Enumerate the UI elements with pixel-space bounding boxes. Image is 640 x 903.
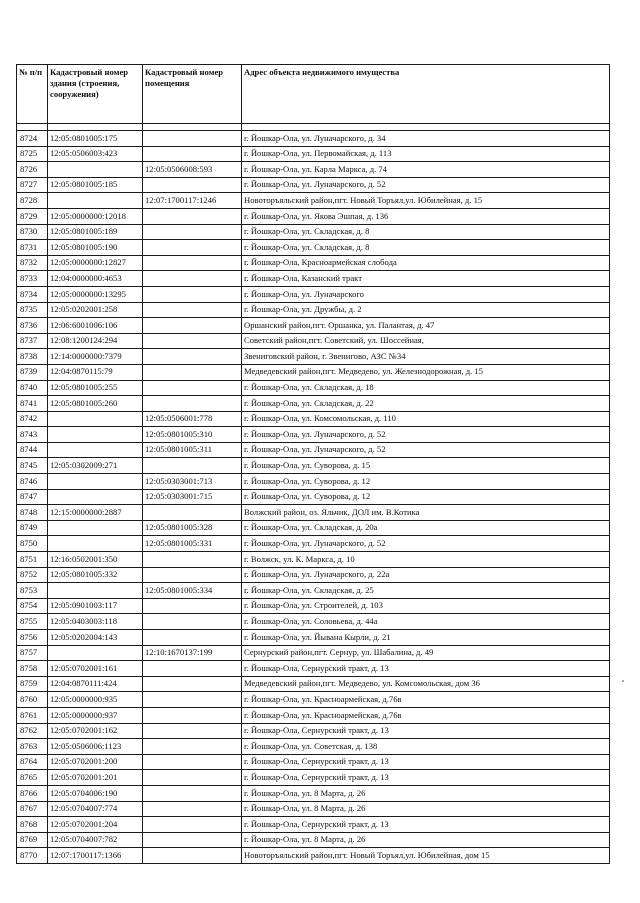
room-cadastral-number-cell	[143, 661, 242, 677]
building-cadastral-number-cell: 12:05:0000000:12827	[48, 255, 143, 271]
row-number-cell: 8766	[17, 785, 48, 801]
row-number-cell: 8745	[17, 458, 48, 474]
table-row	[17, 552, 610, 568]
room-cadastral-number-cell	[143, 255, 242, 271]
room-cadastral-number-cell: 12:05:0801005:328	[143, 520, 242, 536]
room-cadastral-number-cell: 12:05:0506001:778	[143, 411, 242, 427]
scan-speck	[622, 680, 624, 682]
room-cadastral-number-cell	[143, 240, 242, 256]
row-number-cell: 8746	[17, 474, 48, 490]
table-row	[17, 458, 610, 474]
building-cadastral-number-cell: 12:05:0901003:117	[48, 598, 143, 614]
table-row	[17, 567, 610, 583]
header-spacer-row	[17, 124, 610, 131]
row-number-cell: 8751	[17, 552, 48, 568]
address-cell: Волжский район, оз. Яльчик, ДОЛ им. В.Котика	[242, 505, 610, 521]
table-row	[17, 380, 610, 396]
row-number-cell: 8738	[17, 349, 48, 365]
address-cell: Советский район,пгт. Советский, ул. Шоссейная,	[242, 333, 610, 349]
room-cadastral-number-cell	[143, 271, 242, 287]
table-row	[17, 286, 610, 302]
address-cell: г. Йошкар-Ола, Сернурский тракт, д. 13	[242, 661, 610, 677]
table-row	[17, 411, 610, 427]
table-row	[17, 505, 610, 521]
address-cell: Новоторъяльский район,пгт. Новый Торъял,ул. Юбилейная, д. 15	[242, 193, 610, 209]
room-cadastral-number-cell	[143, 349, 242, 365]
row-number-cell: 8740	[17, 380, 48, 396]
table-row	[17, 520, 610, 536]
row-number-cell: 8750	[17, 536, 48, 552]
header-building-cadastral-number: Кадастровый номер здания (строения, сооружения)	[48, 65, 143, 124]
building-cadastral-number-cell	[48, 193, 143, 209]
address-cell: г. Йошкар-Ола, ул. Карла Маркса, д. 74	[242, 162, 610, 178]
row-number-cell: 8739	[17, 364, 48, 380]
table-row	[17, 427, 610, 443]
room-cadastral-number-cell: 12:05:0506008:593	[143, 162, 242, 178]
building-cadastral-number-cell: 12:05:0202004:143	[48, 630, 143, 646]
building-cadastral-number-cell: 12:05:0506003:423	[48, 146, 143, 162]
row-number-cell: 8749	[17, 520, 48, 536]
row-number-cell: 8737	[17, 333, 48, 349]
room-cadastral-number-cell	[143, 692, 242, 708]
building-cadastral-number-cell: 12:05:0704007:774	[48, 801, 143, 817]
row-number-cell: 8769	[17, 832, 48, 848]
table-row	[17, 255, 610, 271]
address-cell: г. Йошкар-Ола, Красноармейская слобода	[242, 255, 610, 271]
address-cell: г. Йошкар-Ола, ул. Складская, д. 22	[242, 396, 610, 412]
table-header	[17, 65, 610, 124]
building-cadastral-number-cell: 12:05:0000000:935	[48, 692, 143, 708]
row-number-cell: 8752	[17, 567, 48, 583]
row-number-cell: 8727	[17, 177, 48, 193]
row-number-cell: 8731	[17, 240, 48, 256]
row-number-cell: 8760	[17, 692, 48, 708]
address-cell: г. Йошкар-Ола, Казанский тракт	[242, 271, 610, 287]
address-cell: г. Йошкар-Ола, ул. Складская, д. 8	[242, 240, 610, 256]
room-cadastral-number-cell: 12:07:1700117:1246	[143, 193, 242, 209]
building-cadastral-number-cell: 12:15:0000000:2887	[48, 505, 143, 521]
building-cadastral-number-cell: 12:05:0801005:255	[48, 380, 143, 396]
building-cadastral-number-cell	[48, 474, 143, 490]
room-cadastral-number-cell	[143, 364, 242, 380]
building-cadastral-number-cell: 12:05:0702001:201	[48, 770, 143, 786]
address-cell: г. Йошкар-Ола, Сернурский тракт, д. 13	[242, 754, 610, 770]
building-cadastral-number-cell: 12:05:0506006:1123	[48, 739, 143, 755]
cadastral-registry-table	[16, 64, 610, 864]
table-row	[17, 661, 610, 677]
table-row	[17, 208, 610, 224]
room-cadastral-number-cell	[143, 458, 242, 474]
table-row	[17, 536, 610, 552]
building-cadastral-number-cell: 12:16:0502001:350	[48, 552, 143, 568]
table-row	[17, 474, 610, 490]
building-cadastral-number-cell: 12:14:0000000:7379	[48, 349, 143, 365]
address-cell: Медведевский район,пгт. Медведево, ул. Железнодорожная, д. 15	[242, 364, 610, 380]
room-cadastral-number-cell: 12:10:1670137:199	[143, 645, 242, 661]
room-cadastral-number-cell: 12:05:0303001:715	[143, 489, 242, 505]
row-number-cell: 8735	[17, 302, 48, 318]
room-cadastral-number-cell	[143, 785, 242, 801]
address-cell: Сернурский район,пгт. Сернур, ул. Шабалина, д. 49	[242, 645, 610, 661]
room-cadastral-number-cell	[143, 131, 242, 147]
header-row-number: № п/п	[17, 65, 48, 124]
row-number-cell: 8758	[17, 661, 48, 677]
row-number-cell: 8747	[17, 489, 48, 505]
row-number-cell: 8724	[17, 131, 48, 147]
table-row	[17, 162, 610, 178]
building-cadastral-number-cell: 12:05:0801005:190	[48, 240, 143, 256]
row-number-cell: 8762	[17, 723, 48, 739]
row-number-cell: 8743	[17, 427, 48, 443]
building-cadastral-number-cell: 12:05:0000000:12018	[48, 208, 143, 224]
building-cadastral-number-cell: 12:04:0870115:79	[48, 364, 143, 380]
row-number-cell: 8767	[17, 801, 48, 817]
building-cadastral-number-cell: 12:05:0702001:200	[48, 754, 143, 770]
room-cadastral-number-cell	[143, 817, 242, 833]
building-cadastral-number-cell: 12:04:0870111:424	[48, 676, 143, 692]
building-cadastral-number-cell: 12:05:0702001:162	[48, 723, 143, 739]
building-cadastral-number-cell	[48, 536, 143, 552]
address-cell: г. Йошкар-Ола, ул. 8 Марта, д. 26	[242, 832, 610, 848]
row-number-cell: 8770	[17, 848, 48, 864]
room-cadastral-number-cell	[143, 380, 242, 396]
table-row	[17, 817, 610, 833]
address-cell: г. Йошкар-Ола, ул. Складская, д. 18	[242, 380, 610, 396]
room-cadastral-number-cell	[143, 552, 242, 568]
room-cadastral-number-cell	[143, 224, 242, 240]
address-cell: г. Йошкар-Ола, ул. Красноармейская, д.76в	[242, 707, 610, 723]
row-number-cell: 8759	[17, 676, 48, 692]
table-row	[17, 801, 610, 817]
table-row	[17, 739, 610, 755]
address-cell: Оршанский район,пгт. Оршанка, ул. Палантая, д. 47	[242, 318, 610, 334]
building-cadastral-number-cell: 12:08:1200124:294	[48, 333, 143, 349]
table-row	[17, 598, 610, 614]
table-row	[17, 271, 610, 287]
table-row	[17, 364, 610, 380]
table-row	[17, 630, 610, 646]
row-number-cell: 8764	[17, 754, 48, 770]
building-cadastral-number-cell: 12:05:0801005:185	[48, 177, 143, 193]
address-cell: г. Йошкар-Ола, ул. Луначарского	[242, 286, 610, 302]
table-row	[17, 583, 610, 599]
address-cell: г. Йошкар-Ола, ул. Йывана Кырли, д. 21	[242, 630, 610, 646]
row-number-cell: 8728	[17, 193, 48, 209]
row-number-cell: 8732	[17, 255, 48, 271]
table-body	[17, 124, 610, 864]
building-cadastral-number-cell: 12:05:0000000:937	[48, 707, 143, 723]
address-cell: г. Йошкар-Ола, ул. 8 Марта, д. 26	[242, 801, 610, 817]
building-cadastral-number-cell: 12:05:0801005:260	[48, 396, 143, 412]
room-cadastral-number-cell	[143, 208, 242, 224]
table-row	[17, 754, 610, 770]
address-cell: г. Йошкар-Ола, Сернурский тракт, д. 13	[242, 817, 610, 833]
address-cell: г. Йошкар-Ола, ул. Комсомольская, д. 110	[242, 411, 610, 427]
room-cadastral-number-cell	[143, 832, 242, 848]
table-row	[17, 177, 610, 193]
header-property-address: Адрес объекта недвижимого имущества	[242, 65, 610, 124]
room-cadastral-number-cell	[143, 302, 242, 318]
address-cell: г. Йошкар-Ола, ул. Луначарского, д. 52	[242, 536, 610, 552]
address-cell: г. Йошкар-Ола, ул. Суворова, д. 12	[242, 474, 610, 490]
table-row	[17, 349, 610, 365]
table-row	[17, 302, 610, 318]
building-cadastral-number-cell: 12:05:0000000:13295	[48, 286, 143, 302]
address-cell: г. Йошкар-Ола, ул. Складская, д. 25	[242, 583, 610, 599]
table-row	[17, 692, 610, 708]
building-cadastral-number-cell: 12:06:6001006:106	[48, 318, 143, 334]
room-cadastral-number-cell	[143, 333, 242, 349]
row-number-cell: 8741	[17, 396, 48, 412]
row-number-cell: 8736	[17, 318, 48, 334]
room-cadastral-number-cell	[143, 318, 242, 334]
room-cadastral-number-cell	[143, 801, 242, 817]
row-number-cell: 8768	[17, 817, 48, 833]
room-cadastral-number-cell: 12:05:0801005:331	[143, 536, 242, 552]
table-row	[17, 832, 610, 848]
address-cell: г. Йошкар-Ола, ул. Суворова, д. 15	[242, 458, 610, 474]
table-row	[17, 489, 610, 505]
building-cadastral-number-cell: 12:05:0704007:782	[48, 832, 143, 848]
row-number-cell: 8755	[17, 614, 48, 630]
row-number-cell: 8734	[17, 286, 48, 302]
address-cell: г. Йошкар-Ола, ул. Строителей, д. 103	[242, 598, 610, 614]
building-cadastral-number-cell: 12:05:0801005:332	[48, 567, 143, 583]
room-cadastral-number-cell	[143, 676, 242, 692]
row-number-cell: 8748	[17, 505, 48, 521]
address-cell: г. Йошкар-Ола, ул. Складская, д. 8	[242, 224, 610, 240]
header-room-cadastral-number: Кадастровый номер помещения	[143, 65, 242, 124]
table-row	[17, 785, 610, 801]
building-cadastral-number-cell	[48, 162, 143, 178]
table-row	[17, 614, 610, 630]
address-cell: г. Йошкар-Ола, ул. Якова Эшпая, д. 136	[242, 208, 610, 224]
building-cadastral-number-cell: 12:05:0801005:189	[48, 224, 143, 240]
row-number-cell: 8744	[17, 442, 48, 458]
building-cadastral-number-cell	[48, 645, 143, 661]
building-cadastral-number-cell: 12:05:0704006:190	[48, 785, 143, 801]
building-cadastral-number-cell	[48, 520, 143, 536]
address-cell: г. Йошкар-Ола, Сернурский тракт, д. 13	[242, 723, 610, 739]
address-cell: г. Йошкар-Ола, ул. Луначарского, д. 22а	[242, 567, 610, 583]
address-cell: г. Йошкар-Ола, ул. Дружбы, д. 2	[242, 302, 610, 318]
room-cadastral-number-cell	[143, 396, 242, 412]
room-cadastral-number-cell	[143, 146, 242, 162]
address-cell: г. Йошкар-Ола, ул. Соловьева, д. 44а	[242, 614, 610, 630]
room-cadastral-number-cell: 12:05:0801005:311	[143, 442, 242, 458]
address-cell: г. Йошкар-Ола, Сернурский тракт, д. 13	[242, 770, 610, 786]
building-cadastral-number-cell	[48, 411, 143, 427]
address-cell: г. Волжск, ул. К. Маркса, д. 10	[242, 552, 610, 568]
address-cell: г. Йошкар-Ола, ул. Луначарского, д. 52	[242, 427, 610, 443]
row-number-cell: 8756	[17, 630, 48, 646]
table-row	[17, 318, 610, 334]
room-cadastral-number-cell	[143, 614, 242, 630]
row-number-cell: 8729	[17, 208, 48, 224]
room-cadastral-number-cell	[143, 848, 242, 864]
room-cadastral-number-cell	[143, 177, 242, 193]
row-number-cell: 8725	[17, 146, 48, 162]
building-cadastral-number-cell: 12:04:0000000:4653	[48, 271, 143, 287]
address-cell: Новоторъяльский район,пгт. Новый Торъял,ул. Юбилейная, дом 15	[242, 848, 610, 864]
header-row	[17, 65, 610, 124]
building-cadastral-number-cell	[48, 489, 143, 505]
table-row	[17, 707, 610, 723]
room-cadastral-number-cell: 12:05:0303001:713	[143, 474, 242, 490]
room-cadastral-number-cell	[143, 707, 242, 723]
table-row	[17, 645, 610, 661]
building-cadastral-number-cell	[48, 442, 143, 458]
building-cadastral-number-cell: 12:05:0403003:118	[48, 614, 143, 630]
room-cadastral-number-cell: 12:05:0801005:334	[143, 583, 242, 599]
address-cell: г. Йошкар-Ола, ул. Луначарского, д. 52	[242, 442, 610, 458]
address-cell: г. Йошкар-Ола, ул. Первомайская, д. 113	[242, 146, 610, 162]
building-cadastral-number-cell: 12:07:1700117:1366	[48, 848, 143, 864]
room-cadastral-number-cell	[143, 567, 242, 583]
table-row	[17, 442, 610, 458]
row-number-cell: 8726	[17, 162, 48, 178]
address-cell: г. Йошкар-Ола, ул. Суворова, д. 12	[242, 489, 610, 505]
row-number-cell: 8765	[17, 770, 48, 786]
row-number-cell: 8742	[17, 411, 48, 427]
building-cadastral-number-cell: 12:05:0702001:161	[48, 661, 143, 677]
row-number-cell: 8761	[17, 707, 48, 723]
room-cadastral-number-cell	[143, 505, 242, 521]
room-cadastral-number-cell: 12:05:0801005:310	[143, 427, 242, 443]
address-cell: г. Йошкар-Ола, ул. Луначарского, д. 52	[242, 177, 610, 193]
building-cadastral-number-cell: 12:05:0801005:175	[48, 131, 143, 147]
row-number-cell: 8754	[17, 598, 48, 614]
table-row	[17, 146, 610, 162]
table-row	[17, 240, 610, 256]
table-row	[17, 396, 610, 412]
address-cell: г. Йошкар-Ола, ул. 8 Марта, д. 26	[242, 785, 610, 801]
address-cell: г. Йошкар-Ола, ул. Складская, д. 20а	[242, 520, 610, 536]
building-cadastral-number-cell: 12:05:0302009:271	[48, 458, 143, 474]
table-row	[17, 770, 610, 786]
row-number-cell: 8753	[17, 583, 48, 599]
table-row	[17, 333, 610, 349]
table-row	[17, 224, 610, 240]
address-cell: г. Йошкар-Ола, ул. Луначарского, д. 34	[242, 131, 610, 147]
address-cell: г. Йошкар-Ола, ул. Советская, д. 138	[242, 739, 610, 755]
row-number-cell: 8763	[17, 739, 48, 755]
building-cadastral-number-cell: 12:05:0202001:258	[48, 302, 143, 318]
building-cadastral-number-cell	[48, 583, 143, 599]
table-row	[17, 193, 610, 209]
address-cell: г. Йошкар-Ола, ул. Красноармейская, д.76в	[242, 692, 610, 708]
row-number-cell: 8757	[17, 645, 48, 661]
building-cadastral-number-cell: 12:05:0702001:204	[48, 817, 143, 833]
table-row	[17, 848, 610, 864]
row-number-cell: 8733	[17, 271, 48, 287]
room-cadastral-number-cell	[143, 286, 242, 302]
building-cadastral-number-cell	[48, 427, 143, 443]
room-cadastral-number-cell	[143, 754, 242, 770]
table-row	[17, 131, 610, 147]
room-cadastral-number-cell	[143, 770, 242, 786]
room-cadastral-number-cell	[143, 723, 242, 739]
address-cell: Звениговский район, г. Звенигово, АЗС №34	[242, 349, 610, 365]
room-cadastral-number-cell	[143, 598, 242, 614]
row-number-cell: 8730	[17, 224, 48, 240]
room-cadastral-number-cell	[143, 630, 242, 646]
address-cell: Медведевский район,пгт. Медведево, ул. Комсомольская, дом 36	[242, 676, 610, 692]
table-row	[17, 723, 610, 739]
table-row	[17, 676, 610, 692]
room-cadastral-number-cell	[143, 739, 242, 755]
